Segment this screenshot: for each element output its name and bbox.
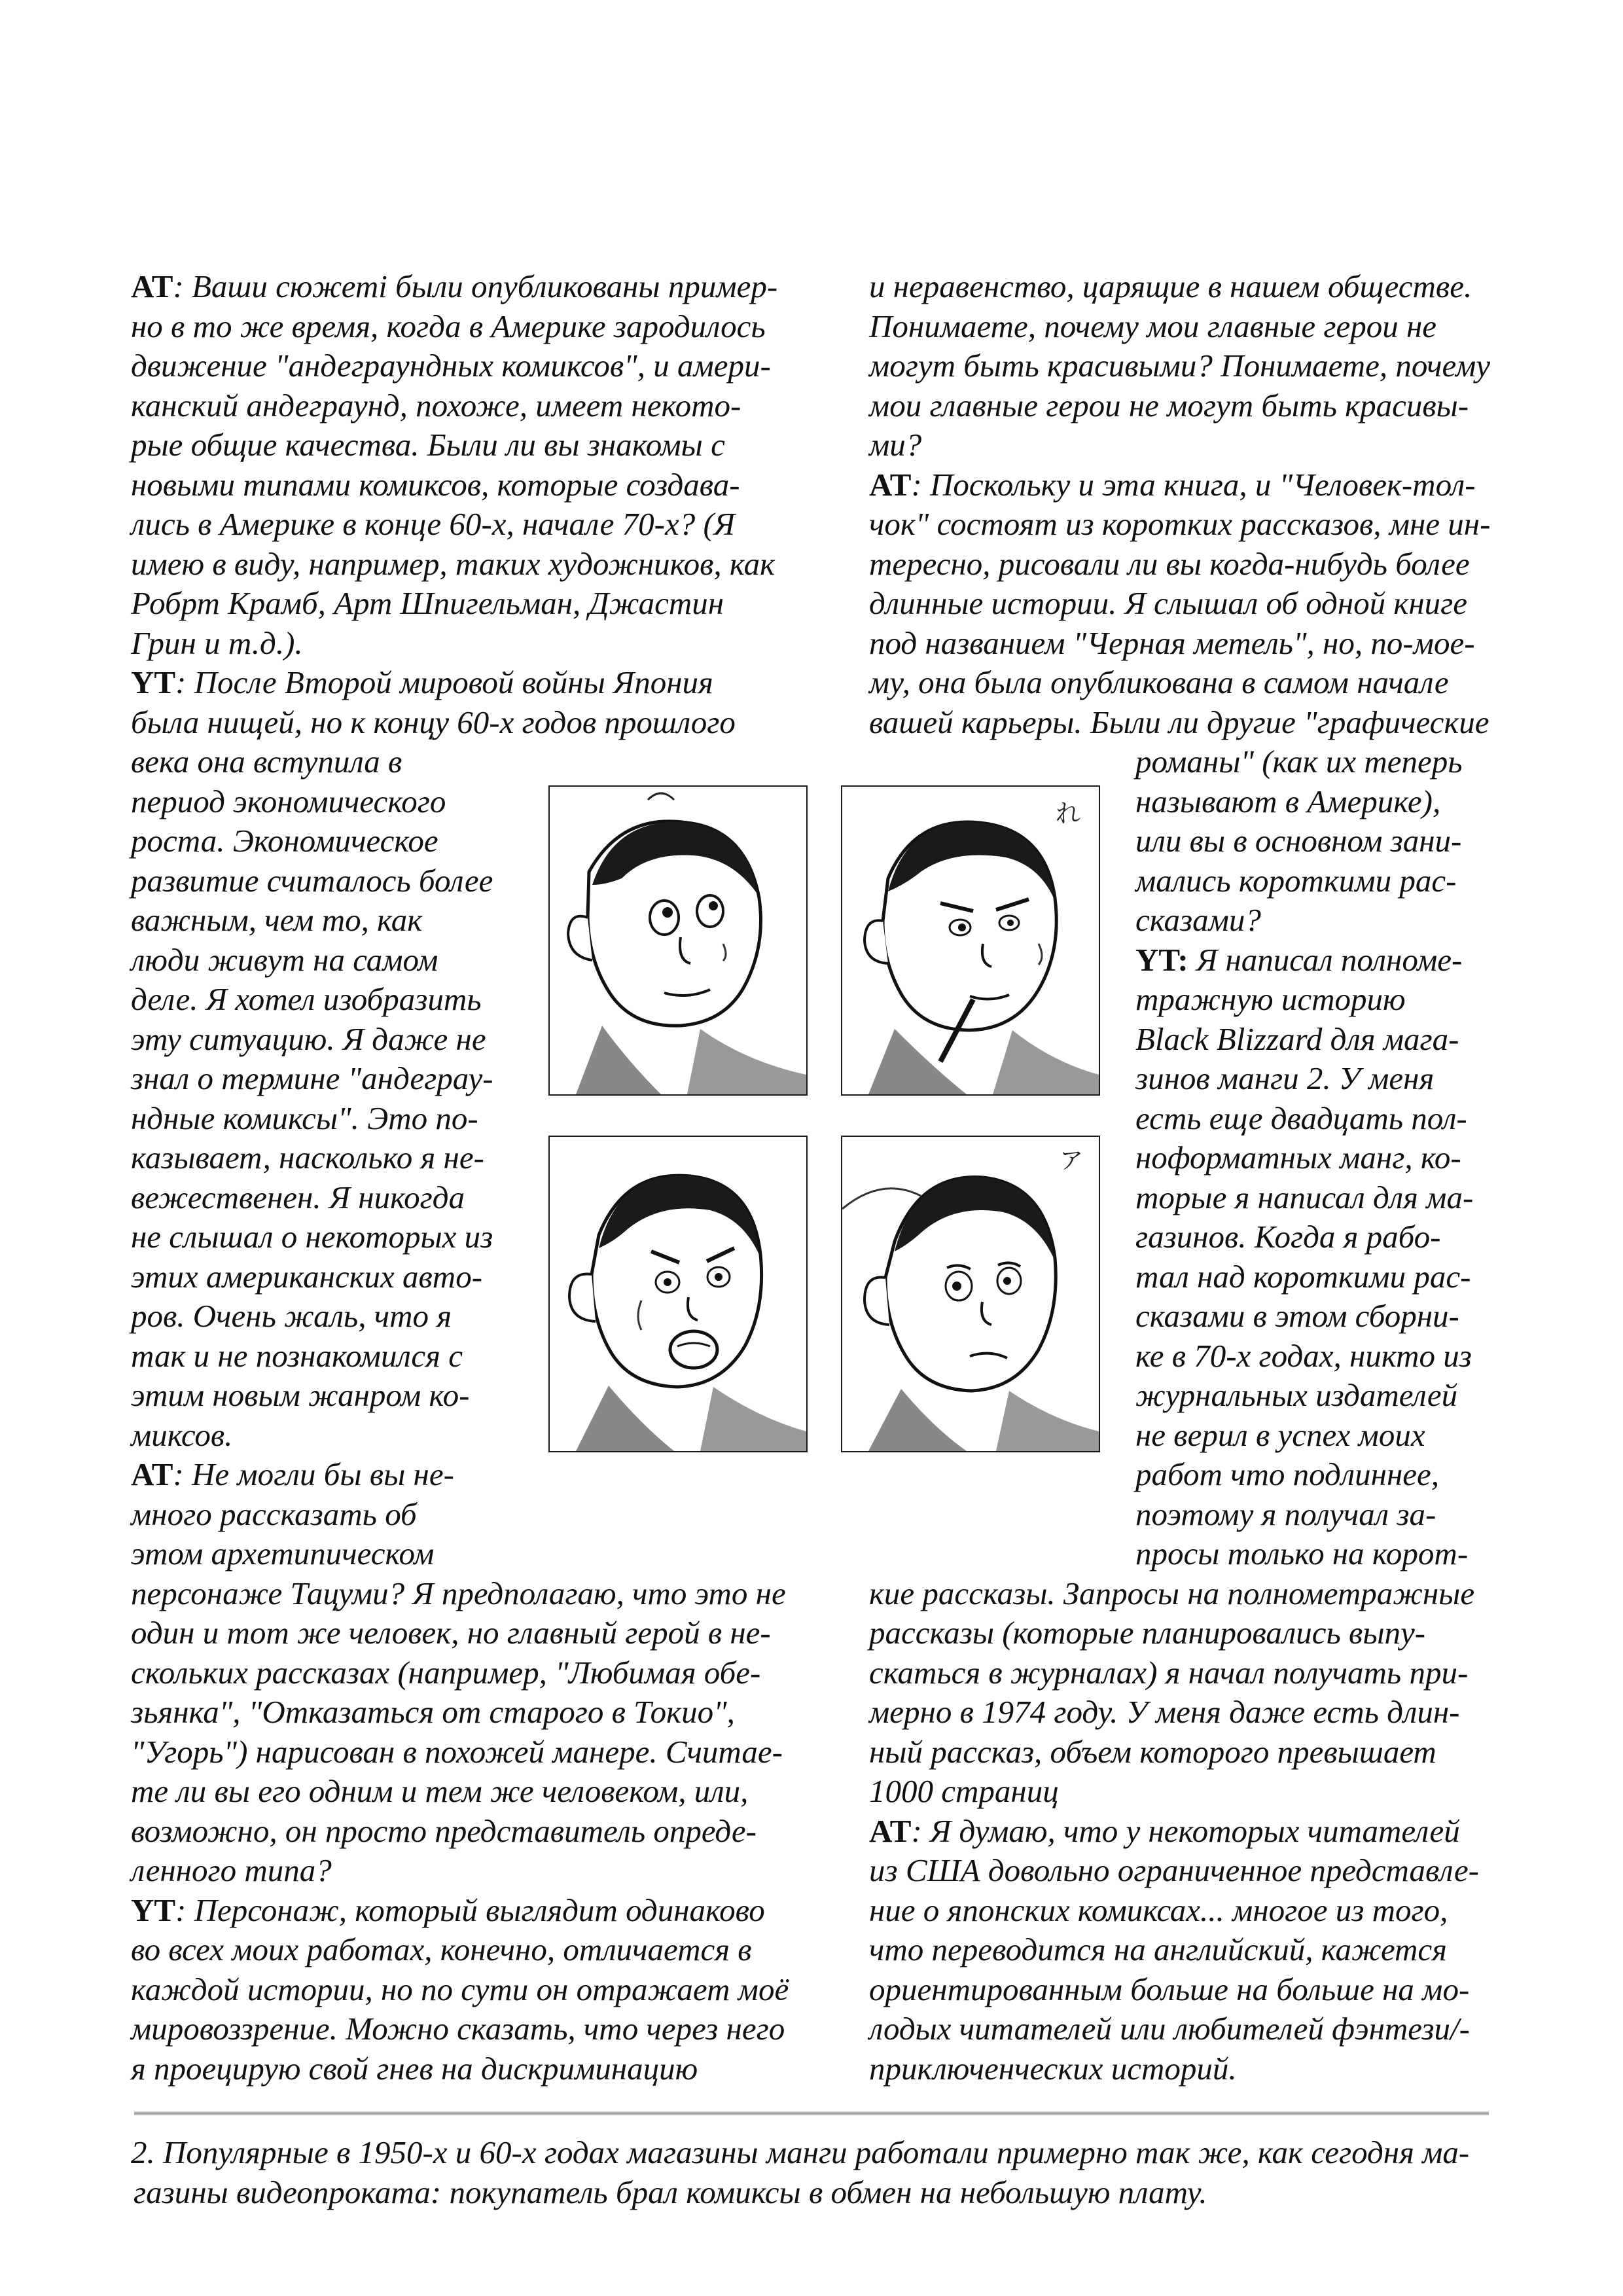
text-line: люди живут на самом (131, 941, 438, 978)
text-line: под названием "Черная метель", но, по-мое- (869, 624, 1475, 661)
text-line: роста. Экономическое (131, 823, 438, 859)
text-line: не слышал о некоторых из (131, 1219, 493, 1255)
text-line: не верил в успех моих (1135, 1416, 1425, 1453)
text-line: кие рассказы. Запросы на полнометражные (869, 1575, 1475, 1611)
panel-corner-mark: ア (1059, 1147, 1083, 1174)
text-line: рассказы (которые планировались выпу- (869, 1615, 1426, 1651)
speaker-label: AT (869, 466, 912, 503)
sad-face-illustration (842, 1137, 1099, 1451)
text-line: ный рассказ, объем которого превышает (869, 1733, 1436, 1770)
speaker-label: AT (131, 1456, 173, 1492)
text-line: Робрт Крамб, Арт Шпигельман, Джастин (131, 585, 724, 621)
speaker-label: AT (131, 268, 173, 304)
text-line: мировоззрение. Можно сказать, что через него (131, 2011, 785, 2047)
text-line: новыми типами комиксов, которые создава- (131, 466, 740, 503)
text-line: что переводится на английский, кажется (869, 1931, 1447, 1967)
text-line: лись в Америке в конце 60-х, начале 70-х? (Я (131, 506, 735, 542)
text-line: ми? (869, 427, 922, 463)
text-line: могут быть красивыми? Понимаете, почему (869, 348, 1491, 384)
text-line: возможно, он просто представитель опреде- (131, 1812, 757, 1849)
text-line: мои главные герои не могут быть красивы- (869, 387, 1469, 423)
text-line: деле. Я хотел изобразить (131, 981, 482, 1017)
text-line: есть еще двадцать пол- (1135, 1100, 1467, 1136)
text-line: романы" (как их теперь (1135, 744, 1463, 780)
text-line: скольких рассказах (например, "Любимая обе- (131, 1654, 761, 1691)
footnote (131, 2132, 1469, 2212)
text-line: миксов. (131, 1416, 233, 1453)
speaker-label: YT: (1135, 941, 1188, 978)
text-line: зинов манги 2. У меня (1135, 1060, 1435, 1096)
text-line: так и не познакомился с (131, 1337, 463, 1374)
text-line: AT: Не могли бы вы не- (131, 1456, 454, 1492)
text-line: ноформатных манг, ко- (1135, 1139, 1461, 1175)
text-line: этим новым жанром ко- (131, 1377, 470, 1413)
text-line: журнальных издателей (1135, 1377, 1458, 1413)
text-line: развитие считалось более (131, 862, 493, 899)
text-line: движение "андеграундных комиксов", и амери- (131, 348, 771, 384)
text-line: ке в 70-х годах, никто из (1135, 1337, 1472, 1374)
smoking-face-illustration (842, 787, 1099, 1094)
text-line: поэтому я получал за- (1135, 1496, 1436, 1532)
text-line: каждой истории, но по сути он отражает моё (131, 1971, 789, 2007)
text-line: 1000 страниц (869, 1773, 1059, 1809)
text-line: тересно, рисовали ли вы когда-нибудь более (869, 545, 1470, 582)
text-line: длинные истории. Я слышал об одной книге (869, 585, 1467, 621)
text-line: сказами в этом сборни- (1135, 1298, 1459, 1334)
shocked-face-illustration (550, 1137, 806, 1451)
text-line: тражную историю (1135, 981, 1406, 1017)
text-line: ориентированным больше на больше на мо- (869, 1971, 1470, 2007)
text-line: казывает, насколько я не- (131, 1139, 484, 1175)
text-line: Грин и т.д.). (131, 624, 303, 661)
text-line: те ли вы его одним и тем же человеком, или, (131, 1773, 749, 1809)
text-line: вежественен. Я никогда (131, 1179, 465, 1215)
text-line: этом архетипическом (131, 1535, 435, 1571)
text-line: ров. Очень жаль, что я (131, 1298, 452, 1334)
text-line: чок" состоят из коротких рассказов, мне ин- (869, 506, 1491, 542)
text-line: YT: Я написал полноме- (1135, 941, 1463, 978)
text-line: эту ситуацию. Я даже не (131, 1020, 486, 1057)
text-line: YT: После Второй мировой войны Япония (131, 664, 713, 700)
manga-panel-shocked (548, 1136, 808, 1452)
text-line: называют в Америке), (1135, 783, 1441, 819)
text-line: ние о японских комиксах... многое из того, (869, 1892, 1448, 1928)
text-line: тал над короткими рас- (1135, 1258, 1471, 1295)
footnote-divider (134, 2111, 1489, 2115)
text-line: Понимаете, почему мои главные герои не (869, 308, 1436, 344)
text-line: просы только на корот- (1135, 1535, 1469, 1571)
worried-face-illustration (550, 787, 806, 1094)
panel-corner-mark: れ (1055, 799, 1080, 828)
text-line: работ что подлиннее, (1135, 1456, 1440, 1492)
speaker-label: YT (131, 1892, 176, 1928)
text-line: AT: Я думаю, что у некоторых читателей (869, 1812, 1460, 1849)
text-line: важным, чем то, как (131, 902, 423, 938)
manga-panel-sad (841, 1136, 1100, 1452)
text-line: AT: Поскольку и эта книга, и "Человек-тол- (869, 466, 1476, 503)
text-line: персонаже Тацуми? Я предполагаю, что это не (131, 1575, 786, 1611)
text-line: AT: Ваши сюжеті были опубликованы пример- (131, 268, 778, 304)
text-line: была нищей, но к концу 60-х годов прошлого (131, 704, 736, 740)
text-line: знал о термине "андеграу- (131, 1060, 493, 1096)
text-line: зьянка", "Отказаться от старого в Токио", (131, 1694, 735, 1730)
text-line: лодых читателей или любителей фэнтези/- (869, 2011, 1470, 2047)
text-line: мались короткими рас- (1135, 862, 1457, 899)
text-line: рые общие качества. Были ли вы знакомы с (131, 427, 725, 463)
text-line: но в то же время, когда в Америке зародилось (131, 308, 766, 344)
text-line: скаться в журналах) я начал получать при- (869, 1654, 1469, 1691)
speaker-label: YT (131, 664, 176, 700)
manga-panel-worried (548, 785, 808, 1096)
text-line: имею в виду, например, таких художников, как (131, 545, 776, 582)
text-line: приключенческих историй. (869, 2050, 1237, 2087)
text-line: вашей карьеры. Были ли другие "графические (869, 704, 1489, 740)
text-line: YT: Персонаж, который выглядит одинаково (131, 1892, 765, 1928)
text-line: ленного типа? (131, 1852, 332, 1888)
text-line: сказами? (1135, 902, 1261, 938)
footnote-line: газины видеопроката: покупатель брал комиксы в обмен на небольшую плату. (134, 2174, 1207, 2210)
text-line: период экономического (131, 783, 446, 819)
text-line: Black Blizzard для мага- (1135, 1020, 1459, 1057)
text-line: или вы в основном зани- (1135, 823, 1462, 859)
manga-panel-smoking (841, 785, 1100, 1096)
text-line: "Угорь") нарисован в похожей манере. Считае- (131, 1733, 783, 1770)
text-line: из США довольно ограниченное представле- (869, 1852, 1479, 1888)
text-line: и неравенство, царящие в нашем обществе. (869, 268, 1472, 304)
text-line: века она вступила в (131, 744, 402, 780)
text-line: я проецирую свой гнев на дискриминацию (131, 2050, 698, 2087)
text-line: газинов. Когда я рабо- (1135, 1219, 1441, 1255)
text-line: много рассказать об (131, 1496, 417, 1532)
text-line: му, она была опубликована в самом начале (869, 664, 1449, 700)
text-line: этих американских авто- (131, 1258, 483, 1295)
text-line: мерно в 1974 году. У меня даже есть длин- (869, 1694, 1460, 1730)
text-line: ндные комиксы". Это по- (131, 1100, 478, 1136)
text-line: один и тот же человек, но главный герой в не- (131, 1615, 771, 1651)
text-line: торые я написал для ма- (1135, 1179, 1474, 1215)
text-line: во всех моих работах, конечно, отличается в (131, 1931, 752, 1967)
speaker-label: AT (869, 1812, 912, 1849)
text-line: канский андеграунд, похоже, имеет некото- (131, 387, 741, 423)
footnote-line: 2. Популярные в 1950-х и 60-х годах магазины манги работали примерно так же, как сегодня ма- (131, 2134, 1470, 2170)
